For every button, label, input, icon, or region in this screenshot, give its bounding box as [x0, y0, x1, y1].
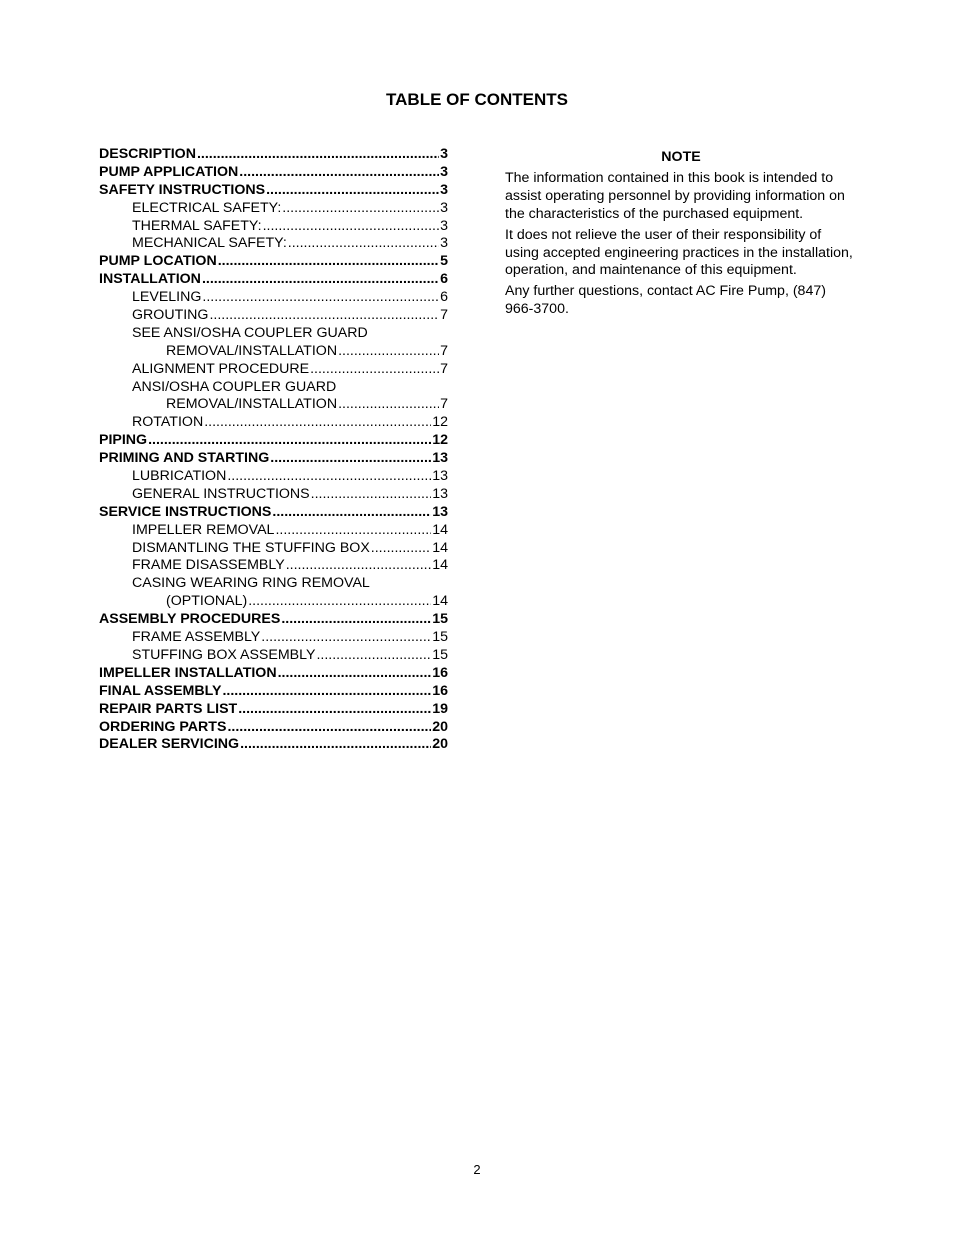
toc-entry-page: 6: [440, 271, 448, 288]
toc-entry-page: 13: [432, 450, 448, 467]
toc-dot-leader: [240, 736, 431, 754]
toc-entry-page: 7: [440, 307, 448, 324]
toc-entry-title: FINAL ASSEMBLY: [99, 682, 222, 699]
toc-entry-title: ANSI/OSHA COUPLER GUARD: [132, 378, 337, 395]
toc-dot-leader: [227, 468, 431, 486]
toc-dot-leader: [227, 719, 431, 737]
toc-dot-leader: [238, 701, 431, 719]
toc-entry: [99, 575, 448, 593]
toc-dot-leader: [278, 665, 432, 683]
toc-entry-title: PRIMING AND STARTING: [99, 450, 270, 467]
toc-entry-page: 3: [440, 181, 448, 198]
toc-entry-page: 3: [440, 146, 448, 162]
toc-dot-leader: [338, 396, 439, 414]
toc-dot-leader: [197, 146, 439, 164]
toc-entry-page: 3: [440, 217, 448, 234]
toc-entry-page: 16: [432, 664, 448, 681]
toc-entry-title: SAFETY INSTRUCTIONS: [99, 181, 266, 198]
note-box: [505, 149, 857, 322]
toc-entry-title: FRAME ASSEMBLY: [132, 629, 261, 646]
toc-entry-title: PIPING: [99, 432, 148, 449]
toc-entry-page: 14: [432, 521, 448, 538]
toc-entry-title: REPAIR PARTS LIST: [99, 700, 238, 717]
toc-entry-title: SERVICE INSTRUCTIONS: [99, 503, 272, 520]
toc-entry-page: 13: [432, 503, 448, 520]
note-paragraph: It does not relieve the user of their responsibility of using accepted engineering practices in the installation, operation, and maintenance of this equipment.: [505, 226, 853, 279]
toc-dot-leader: [202, 289, 439, 307]
toc-entry: [99, 218, 448, 236]
note-paragraph: The information contained in this book is intended to assist operating personnel by providing information on the characteristics of the purchased equipment.: [505, 169, 845, 222]
toc-entry-page: 14: [432, 593, 448, 610]
toc-entry: [99, 343, 448, 361]
toc-entry: [99, 486, 448, 504]
toc-entry-title: STUFFING BOX ASSEMBLY: [132, 646, 316, 663]
toc-entry: [99, 701, 448, 719]
toc-entry: [99, 665, 448, 683]
table-of-contents: [99, 146, 448, 754]
toc-entry: [99, 396, 448, 414]
toc-dot-leader: [204, 414, 431, 432]
toc-entry-page: 13: [432, 485, 448, 502]
toc-entry-title: LEVELING: [132, 289, 202, 306]
toc-entry-page: 7: [440, 342, 448, 359]
toc-entry-title: ELECTRICAL SAFETY:: [132, 199, 282, 216]
toc-entry-page: 15: [432, 629, 448, 646]
toc-dot-leader: [263, 218, 440, 236]
toc-dot-leader: [266, 182, 439, 200]
toc-entry: [99, 182, 448, 200]
toc-entry-title: DEALER SERVICING: [99, 736, 240, 753]
toc-dot-leader: [281, 611, 431, 629]
toc-entry-page: 7: [440, 360, 448, 377]
toc-entry-page: 14: [432, 557, 448, 574]
toc-entry: [99, 557, 448, 575]
toc-entry: [99, 379, 448, 397]
toc-entry: [99, 540, 448, 558]
toc-entry-page: 19: [432, 700, 448, 717]
toc-entry-title: MECHANICAL SAFETY:: [132, 235, 287, 252]
toc-entry-title: (OPTIONAL): [166, 593, 248, 610]
toc-entry: [99, 468, 448, 486]
toc-entry: [99, 325, 448, 343]
toc-dot-leader: [286, 557, 432, 575]
toc-entry-title: GENERAL INSTRUCTIONS: [132, 485, 310, 502]
toc-entry-page: 16: [432, 682, 448, 699]
toc-entry-page: 13: [432, 468, 448, 485]
toc-entry: [99, 361, 448, 379]
toc-entry-page: 12: [432, 414, 448, 431]
toc-entry-title: ALIGNMENT PROCEDURE: [132, 360, 310, 377]
toc-dot-leader: [272, 504, 431, 522]
toc-entry-page: 3: [440, 199, 448, 216]
toc-entry: [99, 432, 448, 450]
toc-entry: [99, 522, 448, 540]
toc-dot-leader: [222, 683, 431, 701]
toc-entry-page: 20: [432, 718, 448, 735]
toc-dot-leader: [248, 593, 431, 611]
toc-entry-title: THERMAL SAFETY:: [132, 217, 262, 234]
toc-entry-page: 7: [440, 396, 448, 413]
toc-entry-title: IMPELLER REMOVAL: [132, 521, 275, 538]
toc-entry: [99, 289, 448, 307]
toc-entry: [99, 629, 448, 647]
toc-entry-title: GROUTING: [132, 307, 209, 324]
toc-entry-title: IMPELLER INSTALLATION: [99, 664, 277, 681]
toc-entry-page: 15: [432, 646, 448, 663]
toc-entry: [99, 200, 448, 218]
toc-dot-leader: [218, 253, 439, 271]
toc-entry-title: ORDERING PARTS: [99, 718, 227, 735]
toc-dot-leader: [338, 343, 439, 361]
toc-dot-leader: [261, 629, 431, 647]
page-title: TABLE OF CONTENTS: [386, 90, 568, 109]
toc-entry-title: DESCRIPTION: [99, 146, 196, 162]
toc-entry: [99, 647, 448, 665]
toc-entry-title: SEE ANSI/OSHA COUPLER GUARD: [132, 324, 368, 341]
toc-entry: [99, 253, 448, 271]
toc-entry: [99, 736, 448, 754]
toc-entry: [99, 683, 448, 701]
toc-entry-title: LUBRICATION: [132, 468, 227, 485]
toc-dot-leader: [371, 540, 431, 558]
toc-entry-page: 5: [440, 253, 448, 270]
toc-entry-title: CASING WEARING RING REMOVAL: [132, 575, 370, 592]
toc-dot-leader: [282, 200, 439, 218]
toc-entry: [99, 414, 448, 432]
toc-entry-title: REMOVAL/INSTALLATION: [166, 342, 338, 359]
toc-entry: [99, 611, 448, 629]
toc-entry: [99, 719, 448, 737]
toc-entry-title: ROTATION: [132, 414, 204, 431]
toc-entry-title: DISMANTLING THE STUFFING BOX: [132, 539, 370, 556]
toc-dot-leader: [148, 432, 431, 450]
toc-entry-title: ASSEMBLY PROCEDURES: [99, 611, 281, 628]
toc-entry: [99, 450, 448, 468]
toc-entry-page: 6: [440, 289, 448, 306]
toc-dot-leader: [270, 450, 431, 468]
toc-entry: [99, 235, 448, 253]
toc-entry: [99, 146, 448, 164]
page-number: 2: [473, 1162, 481, 1177]
toc-entry-page: 20: [432, 736, 448, 753]
toc-entry: [99, 504, 448, 522]
toc-entry: [99, 271, 448, 289]
toc-dot-leader: [275, 522, 431, 540]
toc-entry-title: PUMP LOCATION: [99, 253, 217, 270]
note-heading: NOTE: [661, 149, 701, 165]
toc-entry: [99, 593, 448, 611]
toc-entry-page: 15: [432, 611, 448, 628]
toc-entry-page: 3: [440, 235, 448, 252]
toc-entry-title: INSTALLATION: [99, 271, 201, 288]
toc-dot-leader: [202, 271, 439, 289]
toc-entry-page: 14: [432, 539, 448, 556]
toc-dot-leader: [316, 647, 431, 665]
toc-entry-page: 12: [432, 432, 448, 449]
toc-dot-leader: [239, 164, 439, 182]
toc-dot-leader: [311, 486, 432, 504]
toc-entry-title: FRAME DISASSEMBLY: [132, 557, 285, 574]
toc-entry-title: PUMP APPLICATION: [99, 163, 239, 180]
note-paragraph: Any further questions, contact AC Fire Pump, (847) 966-3700.: [505, 283, 826, 318]
toc-entry: [99, 307, 448, 325]
toc-entry-page: 3: [440, 163, 448, 180]
toc-entry: [99, 164, 448, 182]
toc-dot-leader: [310, 361, 439, 379]
toc-dot-leader: [209, 307, 439, 325]
toc-dot-leader: [288, 235, 439, 253]
toc-entry-title: REMOVAL/INSTALLATION: [166, 396, 338, 413]
